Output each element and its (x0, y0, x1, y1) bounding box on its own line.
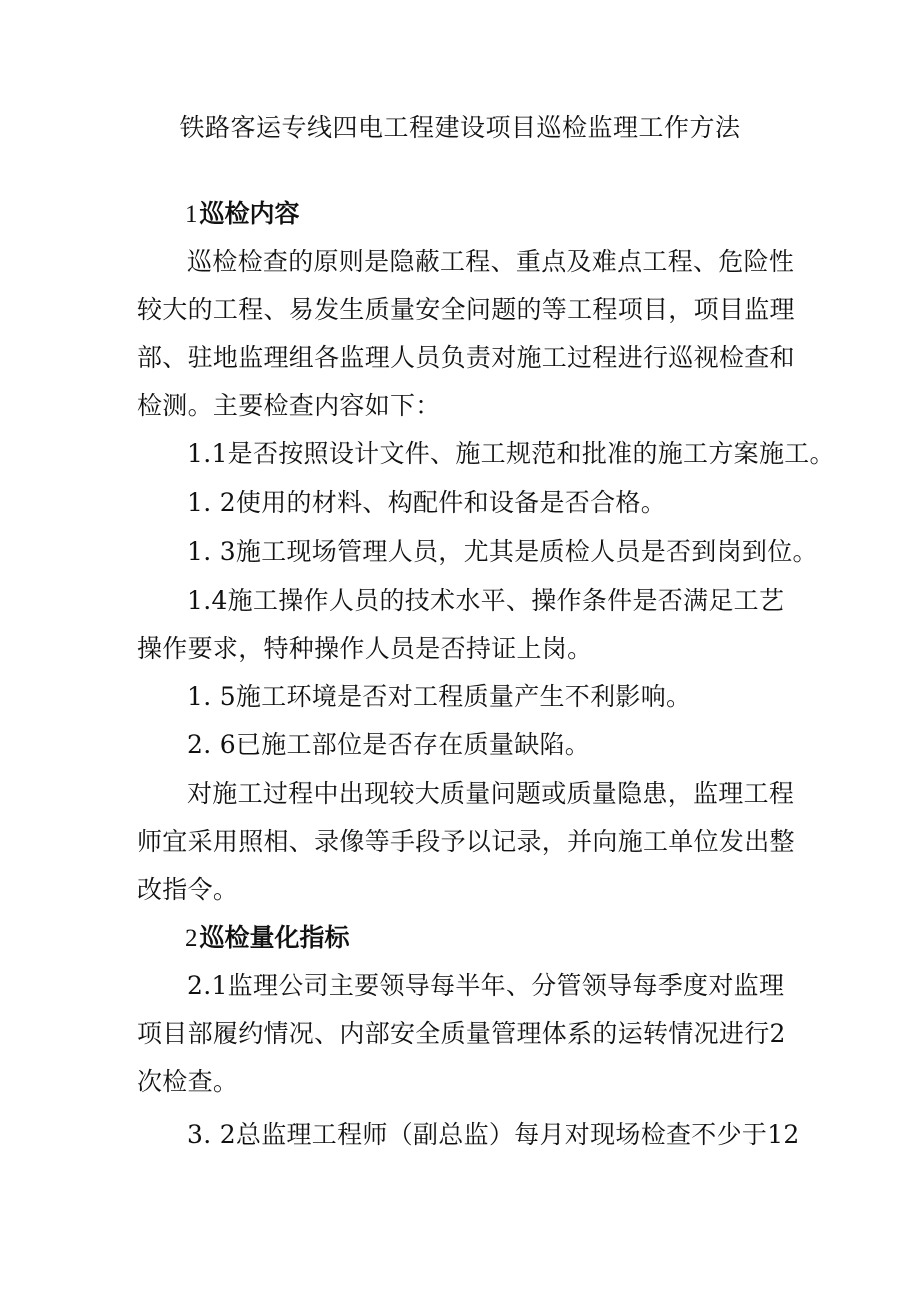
document-title: 铁路客运专线四电工程建设项目巡检监理工作方法 (179, 113, 741, 142)
section-1-heading-text: 巡检内容 (199, 199, 300, 228)
section-1-item-4: 1.4施工操作人员的技术水平、操作条件是否满足工艺操作要求，特种操作人员是否持证上岗。 (137, 586, 785, 663)
section-1-item-6: 2. 6已施工部位是否存在质量缺陷。 (187, 730, 591, 759)
section-2-item-1: 2.1监理公司主要领导每半年、分管领导每季度对监理项目部履约情况、内部安全质量管理体系的运转情况进行2次检查。 (137, 971, 786, 1096)
section-1-item-3: 1. 3施工现场管理人员，尤其是质检人员是否到岗到位。 (187, 537, 818, 566)
section-2-item-2: 3. 2总监理工程师（副总监）每月对现场检查不少于12 (187, 1120, 800, 1149)
section-1-heading (185, 198, 300, 231)
section-1-number: 1 (185, 201, 198, 228)
section-1-item-1: 1.1是否按照设计文件、施工规范和批准的施工方案施工。 (187, 439, 835, 468)
section-1-item-5: 1. 5施工环境是否对工程质量产生不利影响。 (187, 682, 692, 711)
section-2-number: 2 (185, 925, 198, 952)
section-1-closing: 对施工过程中出现较大质量问题或质量隐患，监理工程师宜采用照相、录像等手段予以记录，并向施工单位发出整改指令。 (137, 779, 795, 904)
section-1-item-2: 1. 2使用的材料、构配件和设备是否合格。 (187, 488, 667, 517)
section-2-heading-text: 巡检量化指标 (199, 923, 350, 952)
section-1-intro: 巡检检查的原则是隐蔽工程、重点及难点工程、危险性较大的工程、易发生质量安全问题的等工程项目，项目监理部、驻地监理组各监理人员负责对施工过程进行巡视检查和检测。主要检查内容如下： (137, 247, 795, 420)
section-2-heading (185, 922, 350, 955)
